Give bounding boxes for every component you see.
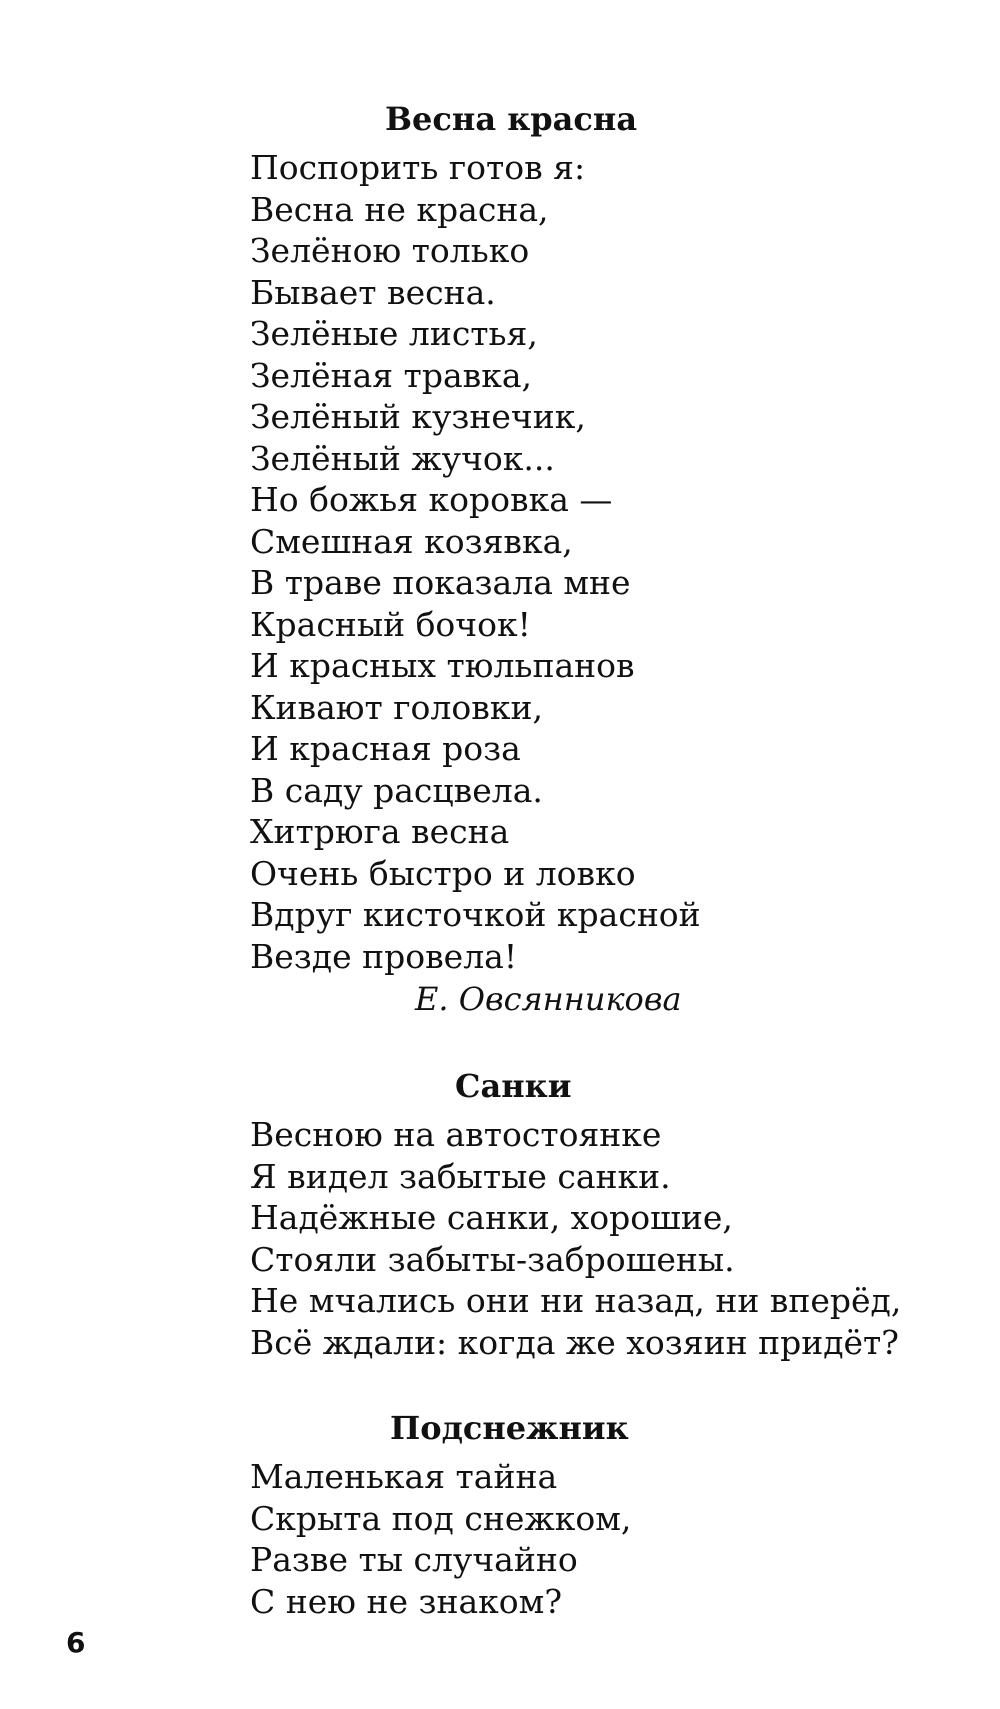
poem-line: Я видел забытые санки.	[250, 1156, 671, 1196]
poem-line: В траве показала мне	[250, 563, 631, 602]
poem-line: Стояли забыты-заброшены.	[250, 1239, 735, 1279]
poem-line: Зелёная травка,	[250, 355, 532, 395]
poem-body	[250, 147, 950, 977]
poem-body	[250, 1456, 950, 1622]
poem-line: Надёжные санки, хорошие,	[250, 1198, 733, 1237]
poem-line: В саду расцвела.	[250, 770, 543, 810]
poem-line: С нею не знаком?	[250, 1581, 563, 1621]
poem-line: Кивают головки,	[250, 687, 543, 727]
poem-line: Зелёный жучок...	[250, 438, 555, 478]
poem-line: Очень быстро и ловко	[250, 853, 636, 893]
poem-podsnezhnik	[250, 1408, 950, 1622]
poem-line: Не мчались они ни назад, ни вперёд,	[250, 1281, 902, 1320]
poem-line: И красных тюльпанов	[250, 646, 635, 685]
poem-sanki	[250, 1066, 950, 1363]
poem-line: Маленькая тайна	[250, 1457, 558, 1496]
poem-title: Весна красна	[385, 100, 638, 138]
page-number: 6	[66, 1626, 86, 1659]
poem-line: Но божья коровка —	[250, 480, 613, 519]
poem-line: Хитрюга весна	[250, 812, 510, 851]
poem-line: Везде провела!	[250, 936, 518, 976]
poem-line: Зелёный кузнечик,	[250, 397, 586, 436]
poem-author: Е. Овсянникова	[415, 980, 682, 1018]
poem-line: И красная роза	[250, 729, 521, 768]
poem-line: Вдруг кисточкой красной	[250, 895, 701, 934]
poem-line: Скрыта под снежком,	[250, 1498, 632, 1538]
poem-vesna-krasna	[250, 99, 950, 1019]
poem-line: Всё ждали: когда же хозяин придёт?	[250, 1322, 899, 1362]
poem-title: Санки	[455, 1067, 572, 1105]
poem-line: Бывает весна.	[250, 272, 496, 312]
poem-line: Красный бочок!	[250, 604, 531, 644]
poem-line: Смешная козявка,	[250, 521, 573, 561]
poem-line: Поспорить готов я:	[250, 148, 586, 187]
poem-line: Разве ты случайно	[250, 1540, 578, 1579]
poem-line: Зелёные листья,	[250, 314, 538, 353]
poem-line: Весною на автостоянке	[250, 1115, 662, 1154]
poem-line: Зелёною только	[250, 231, 530, 270]
poem-line: Весна не красна,	[250, 189, 549, 229]
poem-body	[250, 1114, 950, 1363]
poem-title: Подснежник	[390, 1409, 629, 1447]
